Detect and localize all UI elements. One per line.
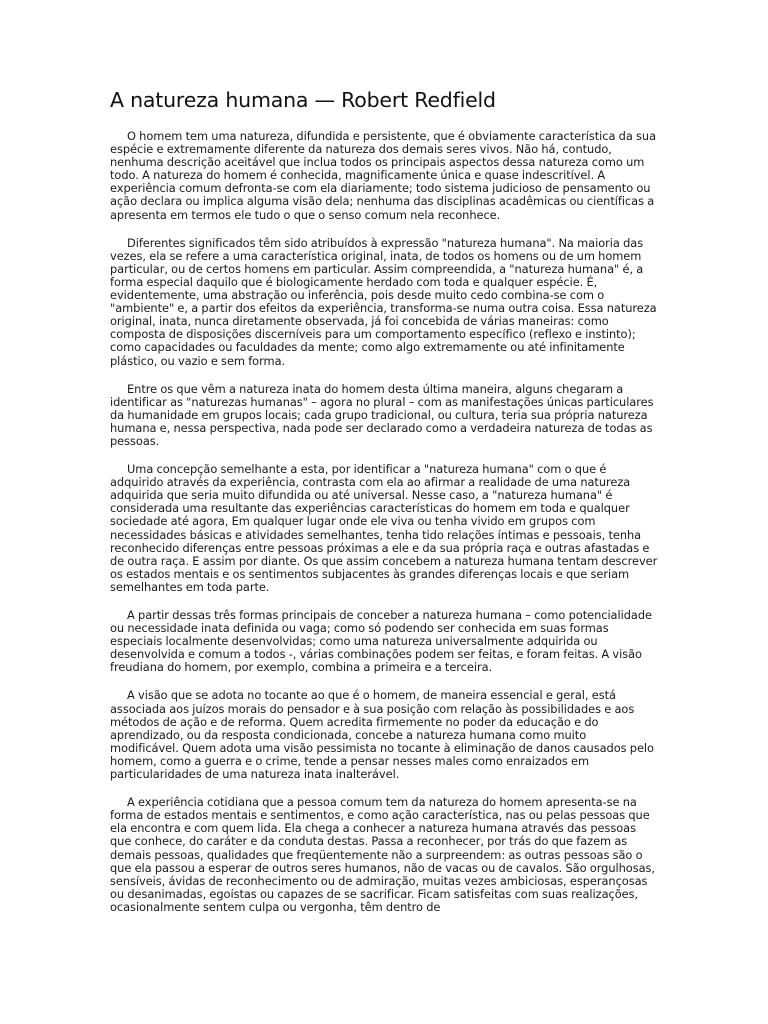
paragraph: Diferentes significados têm sido atribuídos à expressão "natureza humana". Na maioria das vezes, ela se refere a uma característica original, inata, de todos os homens ou de um homem particular, ou de certos homens em particular. Assim compreendida, a "natureza humana" é, a forma especial daquilo que é biologicamente herdado com toda e qualquer espécie. É, evidentemente, uma abstração ou inferência, pois desde muito cedo combina-se com o "ambiente" e, a partir dos efeitos da experiência, transforma-se numa outra coisa. Essa natureza original, inata, nunca diretamente observada, já foi concebida de várias maneiras: como composta de disposições discerníveis para um comportamento específico (reflexo e instinto); como capacidades ou faculdades da mente; como algo extremamente ou até infinitamente plástico, ou vazio e sem forma. — [110, 235, 657, 368]
paragraph: O homem tem uma natureza, difundida e persistente, que é obviamente característica da sua espécie e extremamente diferente da natureza dos demais seres vivos. Não há, contudo, nenhuma descrição aceitável que inclua todos os principais aspectos dessa natureza como um todo. A natureza do homem é conhecida, magnificamente única e quase indescritível. A experiência comum defronta-se com ela diariamente; todo sistema judicioso de pensamento ou ação declara ou implica alguma visão dela; nenhuma das disciplinas acadêmicas ou científicas a apresenta em termos ele tudo o que o senso comum nela reconhece. — [110, 129, 657, 222]
document-title: A natureza humana — Robert Redfield — [110, 88, 496, 112]
document-page — [110, 86, 658, 929]
paragraph: A experiência cotidiana que a pessoa comum tem da natureza do homem apresenta-se na forma de estados mentais e sentimentos, e como ação característica, nas ou pelas pessoas que ela encontra e com quem lida. Ela chega a conhecer a natureza humana através das pessoas que conhece, do caráter e da conduta destas. Passa a reconhecer, por trás do que fazem as demais pessoas, qualidades que freqüentemente não a surpreendem: as outras pessoas são o que ela passou a esperar de outros seres humanos, não de vacas ou de cavalos. São orgulhosas, sensíveis, ávidas de reconhecimento ou de admiração, muitas vezes ambiciosas, esperançosas ou desanimadas, egoístas ou capazes de se sacrificar. Ficam satisfeitas com suas realizações, ocasionalmente sentem culpa ou vergonha, têm dentro de — [110, 795, 655, 914]
paragraph: A partir dessas três formas principais de conceber a natureza humana – como potencialidade ou necessidade inata definida ou vaga; como só podendo ser conhecida em suas formas especiais localmente desenvolvidas; como uma natureza universalmente adquirida ou desenvolvida e comum a todos -, várias combinações podem ser feitas, e foram feitas. A visão freudiana do homem, por exemplo, combina a primeira e a terceira. — [110, 608, 652, 675]
paragraph: Entre os que vêm a natureza inata do homem desta última maneira, alguns chegaram a identificar as "naturezas humanas" – agora no plural – com as manifestações únicas particulares da humanidade em grupos locais; cada grupo tradicional, ou cultura, teria sua própria natureza humana e, nessa perspectiva, nada pode ser declarado como a verdadeira natureza de todas as pessoas. — [110, 381, 654, 448]
paragraph: A visão que se adota no tocante ao que é o homem, de maneira essencial e geral, está associada aos juízos morais do pensador e à sua posição com relação às possibilidades e aos métodos de ação e de reforma. Quem acredita firmemente no poder da educação e do aprendizado, ou da resposta condicionada, concebe a natureza humana como muito modificável. Quem adota uma visão pessimista no tocante à eliminação de danos causados pelo homem, como a guerra e o crime, tende a pensar nesses males como enraizados em particularidades de uma natureza inata inalterável. — [110, 688, 654, 782]
paragraph: Uma concepção semelhante a esta, por identificar a "natureza humana" com o que é adquirido através da experiência, contrasta com ela ao afirmar a realidade de uma natureza adquirida que seria muito difundida ou até universal. Nesse caso, a "natureza humana" é considerada uma resultante das experiências características do homem em toda e qualquer sociedade até agora, Em qualquer lugar onde ele viva ou tenha vivido em grupos com necessidades básicas e atividades semelhantes, tenha tido relações íntimas e pessoais, tenha reconhecido diferenças entre pessoas próximas a ele e da sua própria raça e outras afastadas e de outra raça. E assim por diante. Os que assim concebem a natureza humana tentam descrever os estados mentais e os sentimentos subjacentes às grandes diferenças locais e que seriam semelhantes em toda parte. — [110, 462, 658, 594]
